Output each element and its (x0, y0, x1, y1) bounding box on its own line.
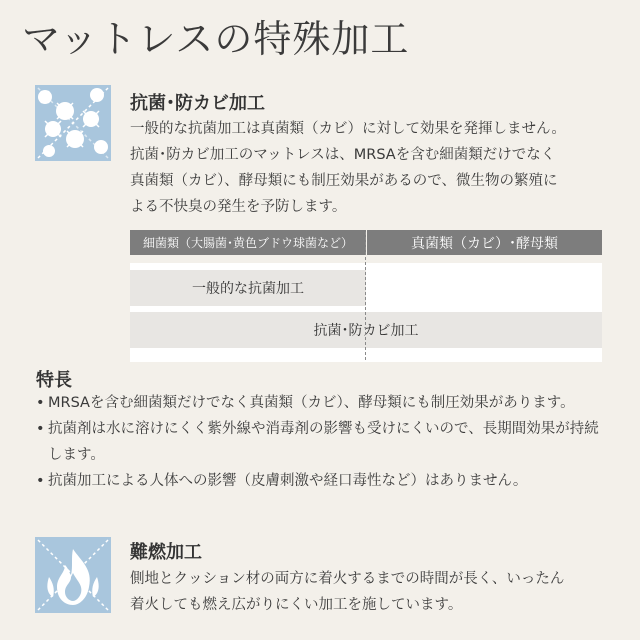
features-heading: 特長 (36, 370, 72, 391)
table-header-bacteria: 細菌類（大腸菌･黄色ブドウ球菌など） (130, 230, 366, 255)
page-title: マットレスの特殊加工 (22, 17, 410, 61)
bar-antibacterial-antifungal: 抗菌･防カビ加工 (130, 312, 602, 348)
antibacterial-line: よる不快臭の発生を予防します。 (130, 199, 347, 215)
flame-description (130, 566, 610, 618)
feature-item: • 抗菌剤は水に溶けにくく紫外線や消毒剤の影響も受けにくいので、長期間効果が持続します。 (36, 416, 608, 468)
flame-heading: 難燃加工 (130, 542, 202, 563)
antibacterial-description (130, 116, 610, 220)
features-list (36, 390, 616, 494)
antibacterial-line: 真菌類（カビ）、酵母類にも制圧効果があるので、微生物の繁殖に (130, 173, 558, 189)
antibacterial-line: 一般的な抗菌加工は真菌類（カビ）に対して効果を発揮しません。 (130, 121, 566, 137)
table-row-bg (130, 348, 602, 362)
table-header-fungi: 真菌類（カビ）･酵母類 (367, 230, 602, 255)
flame-retardant-icon (35, 537, 111, 613)
flame-line: 着火しても燃え広がりにくい加工を施しています。 (130, 597, 463, 613)
bacteria-shield-icon (35, 85, 111, 161)
flame-line: 側地とクッション材の両方に着火するまでの時間が長く、いったん (130, 571, 565, 587)
feature-item: • MRSAを含む細菌類だけでなく真菌類（カビ）、酵母類にも制圧効果があります。 (36, 390, 616, 416)
antibacterial-line: 抗菌･防カビ加工のマットレスは、MRSAを含む細菌類だけでなく (130, 147, 556, 163)
coverage-table (130, 230, 602, 362)
bar-general-antibacterial: 一般的な抗菌加工 (130, 270, 366, 306)
antibacterial-heading: 抗菌･防カビ加工 (130, 93, 265, 114)
table-divider (365, 232, 366, 360)
feature-item: • 抗菌加工による人体への影響（皮膚刺激や経口毒性など）はありません。 (36, 468, 616, 494)
